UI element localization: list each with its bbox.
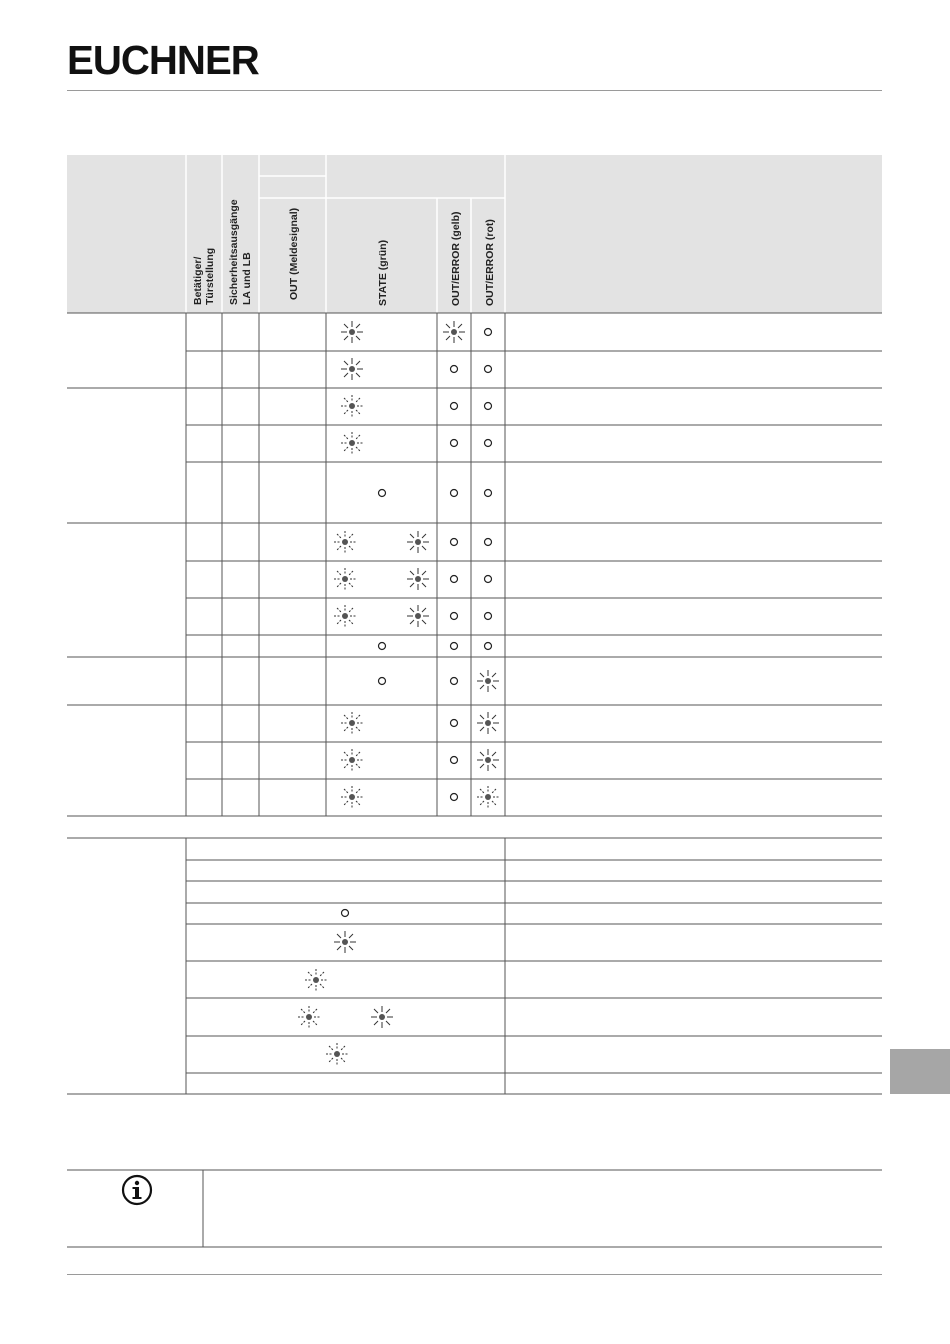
legend-led-off — [342, 910, 349, 917]
led-row-6 — [334, 531, 492, 553]
euchner-logo: EUCHNER — [67, 37, 259, 83]
led-row-10 — [379, 670, 500, 692]
led-row-5 — [379, 490, 492, 497]
led-row-12 — [341, 749, 499, 771]
info-icon — [123, 1176, 151, 1204]
upper-grid — [67, 313, 882, 816]
header-safety-line1: Sicherheitsausgänge — [228, 199, 240, 305]
legend-grid — [67, 838, 882, 1094]
led-row-9 — [379, 643, 492, 650]
led-row-13 — [341, 786, 499, 808]
notice-box — [67, 1170, 882, 1247]
header-out-signal: OUT (Meldesignal) — [288, 207, 300, 300]
header-safety-line2: LA und LB — [241, 252, 253, 305]
header-state-led: STATE (grün) — [377, 239, 389, 306]
led-row-7 — [334, 568, 492, 590]
header-out-error-red: OUT/ERROR (rot) — [484, 219, 496, 306]
led-row-1 — [341, 321, 492, 343]
legend-led-on — [334, 931, 356, 953]
header-out-error-yellow: OUT/ERROR (gelb) — [450, 211, 462, 306]
legend-led-flash — [305, 969, 327, 991]
led-row-2 — [341, 358, 492, 380]
led-row-3 — [341, 395, 492, 417]
led-row-11 — [341, 712, 499, 734]
legend-led-flash-on — [298, 1006, 393, 1028]
led-row-4 — [341, 432, 492, 454]
header-actuator-line2: Türstellung — [204, 247, 216, 305]
table-header-bg — [67, 155, 882, 313]
led-row-8 — [334, 605, 492, 627]
legend-led-flash-2 — [326, 1043, 348, 1065]
header-actuator-line1: Betätiger/ — [192, 256, 204, 305]
